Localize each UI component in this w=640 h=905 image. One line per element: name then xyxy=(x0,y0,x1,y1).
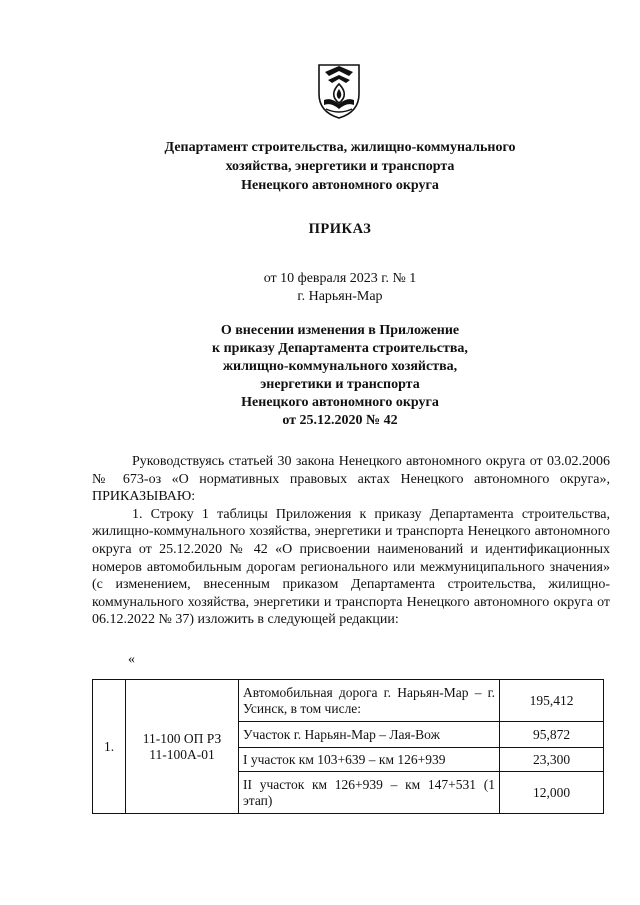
subject-line: Ненецкого автономного округа xyxy=(241,395,439,410)
road-code-cell xyxy=(126,680,239,814)
road-name-cell: I участок км 103+639 – км 126+939 xyxy=(239,748,500,772)
order-date: от 10 февраля 2023 г. № 1 xyxy=(263,271,417,286)
road-length-cell: 12,000 xyxy=(500,772,604,814)
subject-line: от 25.12.2020 № 42 xyxy=(282,413,398,428)
road-name-cell: II участок км 126+939 – км 147+531 (1 этап) xyxy=(239,772,500,814)
department-line: хозяйства, энергетики и транспорта xyxy=(225,159,455,174)
department-line: Департамент строительства, жилищно-коммунального xyxy=(164,140,516,155)
order-city: г. Нарьян-Мар xyxy=(297,289,383,304)
order-date-block xyxy=(0,270,640,306)
table-row xyxy=(93,680,604,722)
department-name xyxy=(0,138,640,195)
coat-of-arms-icon xyxy=(316,62,362,120)
department-line: Ненецкого автономного округа xyxy=(241,178,439,193)
road-name-cell: Автомобильная дорога г. Нарьян-Мар – г. Усинск, в том числе: xyxy=(239,680,500,722)
road-table xyxy=(92,679,604,814)
road-code-line: 11-100 ОП РЗ xyxy=(142,730,222,746)
body-paragraph: Руководствуясь статьей 30 закона Ненецкого автономного округа от 03.02.2006 № 673-оз «О нормативных правовых актах Ненецкого автономного округа», ПРИКАЗЫВАЮ: xyxy=(92,454,610,505)
subject-line: жилищно-коммунального хозяйства, xyxy=(222,359,458,374)
road-length-cell: 195,412 xyxy=(500,680,604,722)
order-body xyxy=(92,453,610,629)
order-title: ПРИКАЗ xyxy=(308,221,372,237)
subject-line: энергетики и транспорта xyxy=(260,377,420,392)
subject-line: О внесении изменения в Приложение xyxy=(220,323,460,338)
road-code-line: 11-100А-01 xyxy=(149,746,215,762)
body-paragraph: 1. Строку 1 таблицы Приложения к приказу Департамента строительства, жилищно-коммунального хозяйства, энергетики и транспорта Ненецкого автономного округа от 25.12.2020 № 42 «О присвоении наименований и идентификационных номеров автомобильным дорогам регионального или межмуниципального значения» (с изменением, внесенным приказом Департамента строительства, жилищно-коммунального хозяйства, энергетики и транспорта Ненецкого автономного округа от 06.12.2022 № 37) изложить в следующей редакции: xyxy=(92,506,610,628)
road-length-cell: 23,300 xyxy=(500,748,604,772)
row-number-cell: 1. xyxy=(93,680,126,814)
open-quote: « xyxy=(128,652,135,667)
order-subject xyxy=(0,322,640,430)
subject-line: к приказу Департамента строительства, xyxy=(212,341,468,356)
road-length-cell: 95,872 xyxy=(500,722,604,748)
road-name-cell: Участок г. Нарьян-Мар – Лая-Вож xyxy=(239,722,500,748)
